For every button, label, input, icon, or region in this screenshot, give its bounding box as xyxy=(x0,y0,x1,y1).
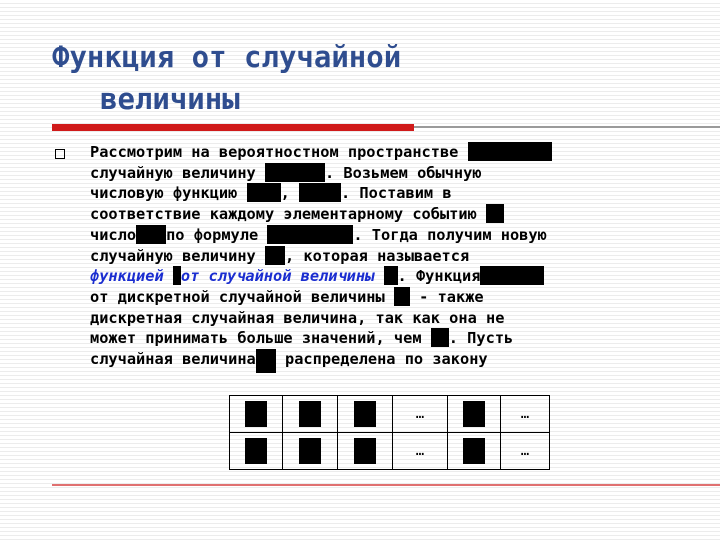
slide-title xyxy=(52,36,401,120)
table-cell xyxy=(338,396,393,433)
footer-divider xyxy=(52,484,720,486)
text-line xyxy=(90,183,705,204)
redacted-formula xyxy=(245,401,267,427)
text-line xyxy=(90,204,705,225)
text-run: распределена по закону xyxy=(285,350,488,369)
text-run: . Функция xyxy=(397,267,481,286)
distribution-table xyxy=(229,395,550,470)
text-line xyxy=(90,142,705,163)
text-line xyxy=(90,163,705,184)
redacted-formula xyxy=(173,266,181,285)
text-run: дискретная случайная величина, так как она не xyxy=(90,308,505,327)
text-line xyxy=(90,349,705,373)
redacted-formula xyxy=(394,287,410,306)
text-line xyxy=(90,246,705,267)
table-cell xyxy=(393,433,448,470)
text-run: . Возьмем обычную xyxy=(325,163,482,182)
table-cell xyxy=(501,433,550,470)
redacted-formula xyxy=(463,438,485,464)
text-run: по формуле xyxy=(166,225,259,244)
redacted-formula xyxy=(354,438,376,464)
redacted-formula xyxy=(468,142,552,161)
redacted-formula xyxy=(486,204,504,223)
ellipsis: … xyxy=(415,406,425,422)
text-line xyxy=(90,225,705,246)
redacted-formula xyxy=(480,266,544,285)
table-cell xyxy=(393,396,448,433)
table-cell xyxy=(283,433,338,470)
text-run: числовую функцию xyxy=(90,184,238,203)
text-line xyxy=(90,287,705,308)
title-accent-bar xyxy=(52,124,414,131)
table-cell xyxy=(448,433,501,470)
redacted-formula xyxy=(431,328,449,347)
text-run: , которая называется xyxy=(285,246,470,265)
highlighted-term: функцией xyxy=(90,267,164,286)
text-run: может принимать больше значений, чем xyxy=(90,329,422,348)
redacted-formula xyxy=(384,266,398,285)
redacted-formula xyxy=(245,438,267,464)
text-run: Рассмотрим на вероятностном пространстве xyxy=(90,143,459,161)
table-cell xyxy=(283,396,338,433)
title-line-1: Функция от случайной xyxy=(52,40,402,74)
table-cell xyxy=(448,396,501,433)
title-line-2: величины xyxy=(100,82,240,116)
text-line xyxy=(90,328,705,349)
redacted-formula xyxy=(354,401,376,427)
redacted-formula xyxy=(463,401,485,427)
ellipsis: … xyxy=(520,406,530,422)
table-cell xyxy=(230,396,283,433)
redacted-formula xyxy=(299,438,321,464)
redacted-formula xyxy=(265,163,325,182)
table-row xyxy=(230,396,550,433)
text-run: число xyxy=(90,225,137,244)
table-cell xyxy=(230,433,283,470)
text-run: соответствие каждому элементарному событию xyxy=(90,205,477,224)
redacted-formula xyxy=(299,183,341,202)
redacted-formula xyxy=(256,349,276,373)
table-cell xyxy=(501,396,550,433)
redacted-formula xyxy=(136,225,166,244)
text-run: от дискретной случайной величины xyxy=(90,287,385,306)
redacted-formula xyxy=(247,183,281,202)
text-line xyxy=(90,308,705,329)
redacted-formula xyxy=(299,401,321,427)
table-row xyxy=(230,433,550,470)
ellipsis: … xyxy=(415,443,425,459)
body-paragraph xyxy=(90,142,705,373)
text-line xyxy=(90,266,705,287)
hollow-square-bullet-icon xyxy=(55,149,65,159)
text-run: . Поставим в xyxy=(341,184,452,203)
text-run: . Тогда получим новую xyxy=(353,225,547,244)
text-run: . Пусть xyxy=(448,329,514,348)
ellipsis: … xyxy=(520,443,530,459)
redacted-formula xyxy=(267,225,353,244)
text-run: случайную величину xyxy=(90,246,256,265)
text-run: случайную величину xyxy=(90,163,256,182)
redacted-formula xyxy=(265,246,285,265)
table-cell xyxy=(338,433,393,470)
text-run: случайная величина xyxy=(90,350,256,369)
highlighted-term: от случайной величины xyxy=(180,267,375,286)
text-run: , xyxy=(280,184,290,203)
text-run: - также xyxy=(419,287,484,306)
